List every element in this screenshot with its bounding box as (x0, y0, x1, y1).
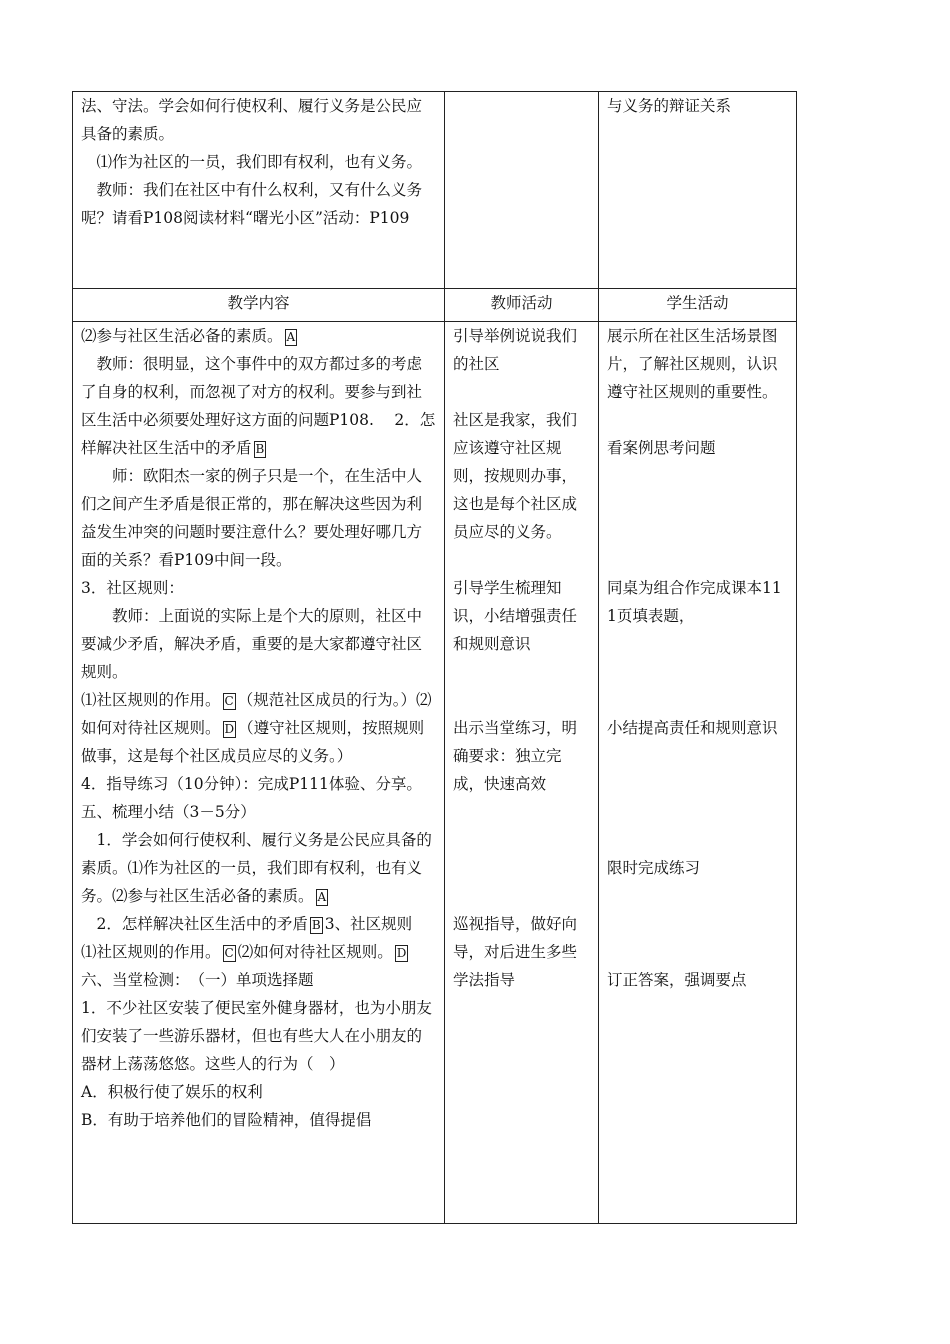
box-label: D (224, 721, 235, 736)
text: （规范社区成员的行为。）⑵如何对待社区规则。 (81, 691, 432, 737)
box-label: A (286, 329, 296, 344)
paragraph (81, 910, 436, 938)
text: ⑴社区规则的作用。 (81, 943, 221, 961)
paragraph: 看案例思考问题 (607, 439, 716, 457)
text: ⑴社区规则的作用。 (81, 691, 221, 709)
teacher-activity-cell (445, 322, 599, 1224)
paragraph: 4．指导练习（10分钟）：完成P111体验、分享。 (81, 775, 422, 793)
text: 六、当堂检测： （一）单项选择题 (81, 971, 314, 989)
lesson-plan-table (72, 91, 797, 1224)
table-row-continued (73, 92, 797, 289)
paragraph: 法、守法。学会如何行使权利、履行义务是公民应具备的素质。 (81, 97, 423, 143)
box-label: C (224, 693, 234, 708)
paragraph: 引导学生梳理知识，小结增强责任和规则意识 (453, 579, 578, 653)
text: （遵守社区规则，按照规则做事，这是每个社区成员应尽的义务。） (81, 719, 425, 765)
paragraph: 限时完成练习 (607, 859, 701, 877)
paragraph: 巡视指导，做好向导，对后进生多些学法指导 (453, 915, 578, 989)
student-activity-cell (599, 322, 797, 1224)
paragraph (81, 350, 436, 462)
paragraph (81, 938, 436, 994)
paragraph: 出示当堂练习，明确要求：独立完成，快速高效 (453, 719, 578, 793)
box-label: B (311, 917, 321, 932)
table-row-main (73, 322, 797, 1224)
paragraph: 同桌为组合作完成课本111页填表题， (607, 579, 782, 625)
table-header-row (73, 289, 797, 322)
header-teacher-activity: 教师活动 (445, 289, 599, 322)
paragraph: 小结提高责任和规则意识 (607, 719, 778, 737)
paragraph: 与义务的辩证关系 (607, 97, 732, 115)
paragraph: B．有助于培养他们的冒险精神，值得提倡 (81, 1111, 372, 1129)
paragraph: A．积极行使了娱乐的权利 (81, 1083, 263, 1101)
paragraph: 展示所在社区生活场景图片，了解社区规则，认识遵守社区规则的重要性。 (607, 327, 778, 401)
text: 3、社区规则 (324, 915, 413, 933)
text: ⑵参与社区生活必备的素质。 (81, 327, 283, 345)
header-student-activity: 学生活动 (599, 289, 797, 322)
paragraph: 社区是我家，我们应该遵守社区规则，按规则办事，这也是每个社区成员应尽的义务。 (453, 411, 578, 541)
paragraph (81, 826, 436, 910)
paragraph: 3．社区规则： (81, 579, 184, 597)
paragraph: 教师：上面说的实际上是个大的原则，社区中要减少矛盾，解决矛盾，重要的是大家都遵守社区规则。 (81, 607, 423, 681)
teacher-activity-cell (445, 92, 599, 289)
box-label: D (396, 945, 407, 960)
box-label: C (224, 945, 234, 960)
text: 2．怎样解决社区生活中的矛盾 (96, 915, 308, 933)
content-cell (73, 92, 445, 289)
paragraph: ⑴作为社区的一员，我们即有权利，也有义务。 (96, 153, 423, 171)
paragraph (81, 322, 436, 350)
paragraph: 订正答案，强调要点 (607, 971, 747, 989)
paragraph (81, 686, 436, 770)
text: 1．学会如何行使权利、履行义务是公民应具备的素质。⑴作为社区的一员，我们即有权利，也有义务。⑵参与社区生活必备的素质。 (81, 831, 432, 905)
text: ⑵如何对待社区规则。 (237, 943, 393, 961)
paragraph: 五、梳理小结（3－5分） (81, 803, 256, 821)
box-label: B (255, 441, 265, 456)
student-activity-cell (599, 92, 797, 289)
paragraph: 1．不少社区安装了便民室外健身器材，也为小朋友们安装了一些游乐器材，但也有些大人在小朋友的器材上荡荡悠悠。这些人的行为（ ） (81, 999, 432, 1073)
text: 教师：很明显，这个事件中的双方都过多的考虑了自身的权利，而忽视了对方的权利。要参与到社区生活中必须要处理好这方面的问题P108. 2．怎样解决社区生活中的矛盾 (81, 355, 436, 457)
header-teaching-content: 教学内容 (73, 289, 445, 322)
paragraph: 引导举例说说我们的社区 (453, 327, 578, 373)
content-cell (73, 322, 445, 1224)
paragraph: 师：欧阳杰一家的例子只是一个，在生活中人们之间产生矛盾是很正常的，那在解决这些因为利益发生冲突的问题时要注意什么？要处理好哪几方面的关系？看P109中间一段。 (81, 467, 423, 569)
paragraph: 教师：我们在社区中有什么权利，又有什么义务呢？请看P108阅读材料“曙光小区”活动：P109 (81, 181, 423, 227)
box-label: A (317, 889, 327, 904)
